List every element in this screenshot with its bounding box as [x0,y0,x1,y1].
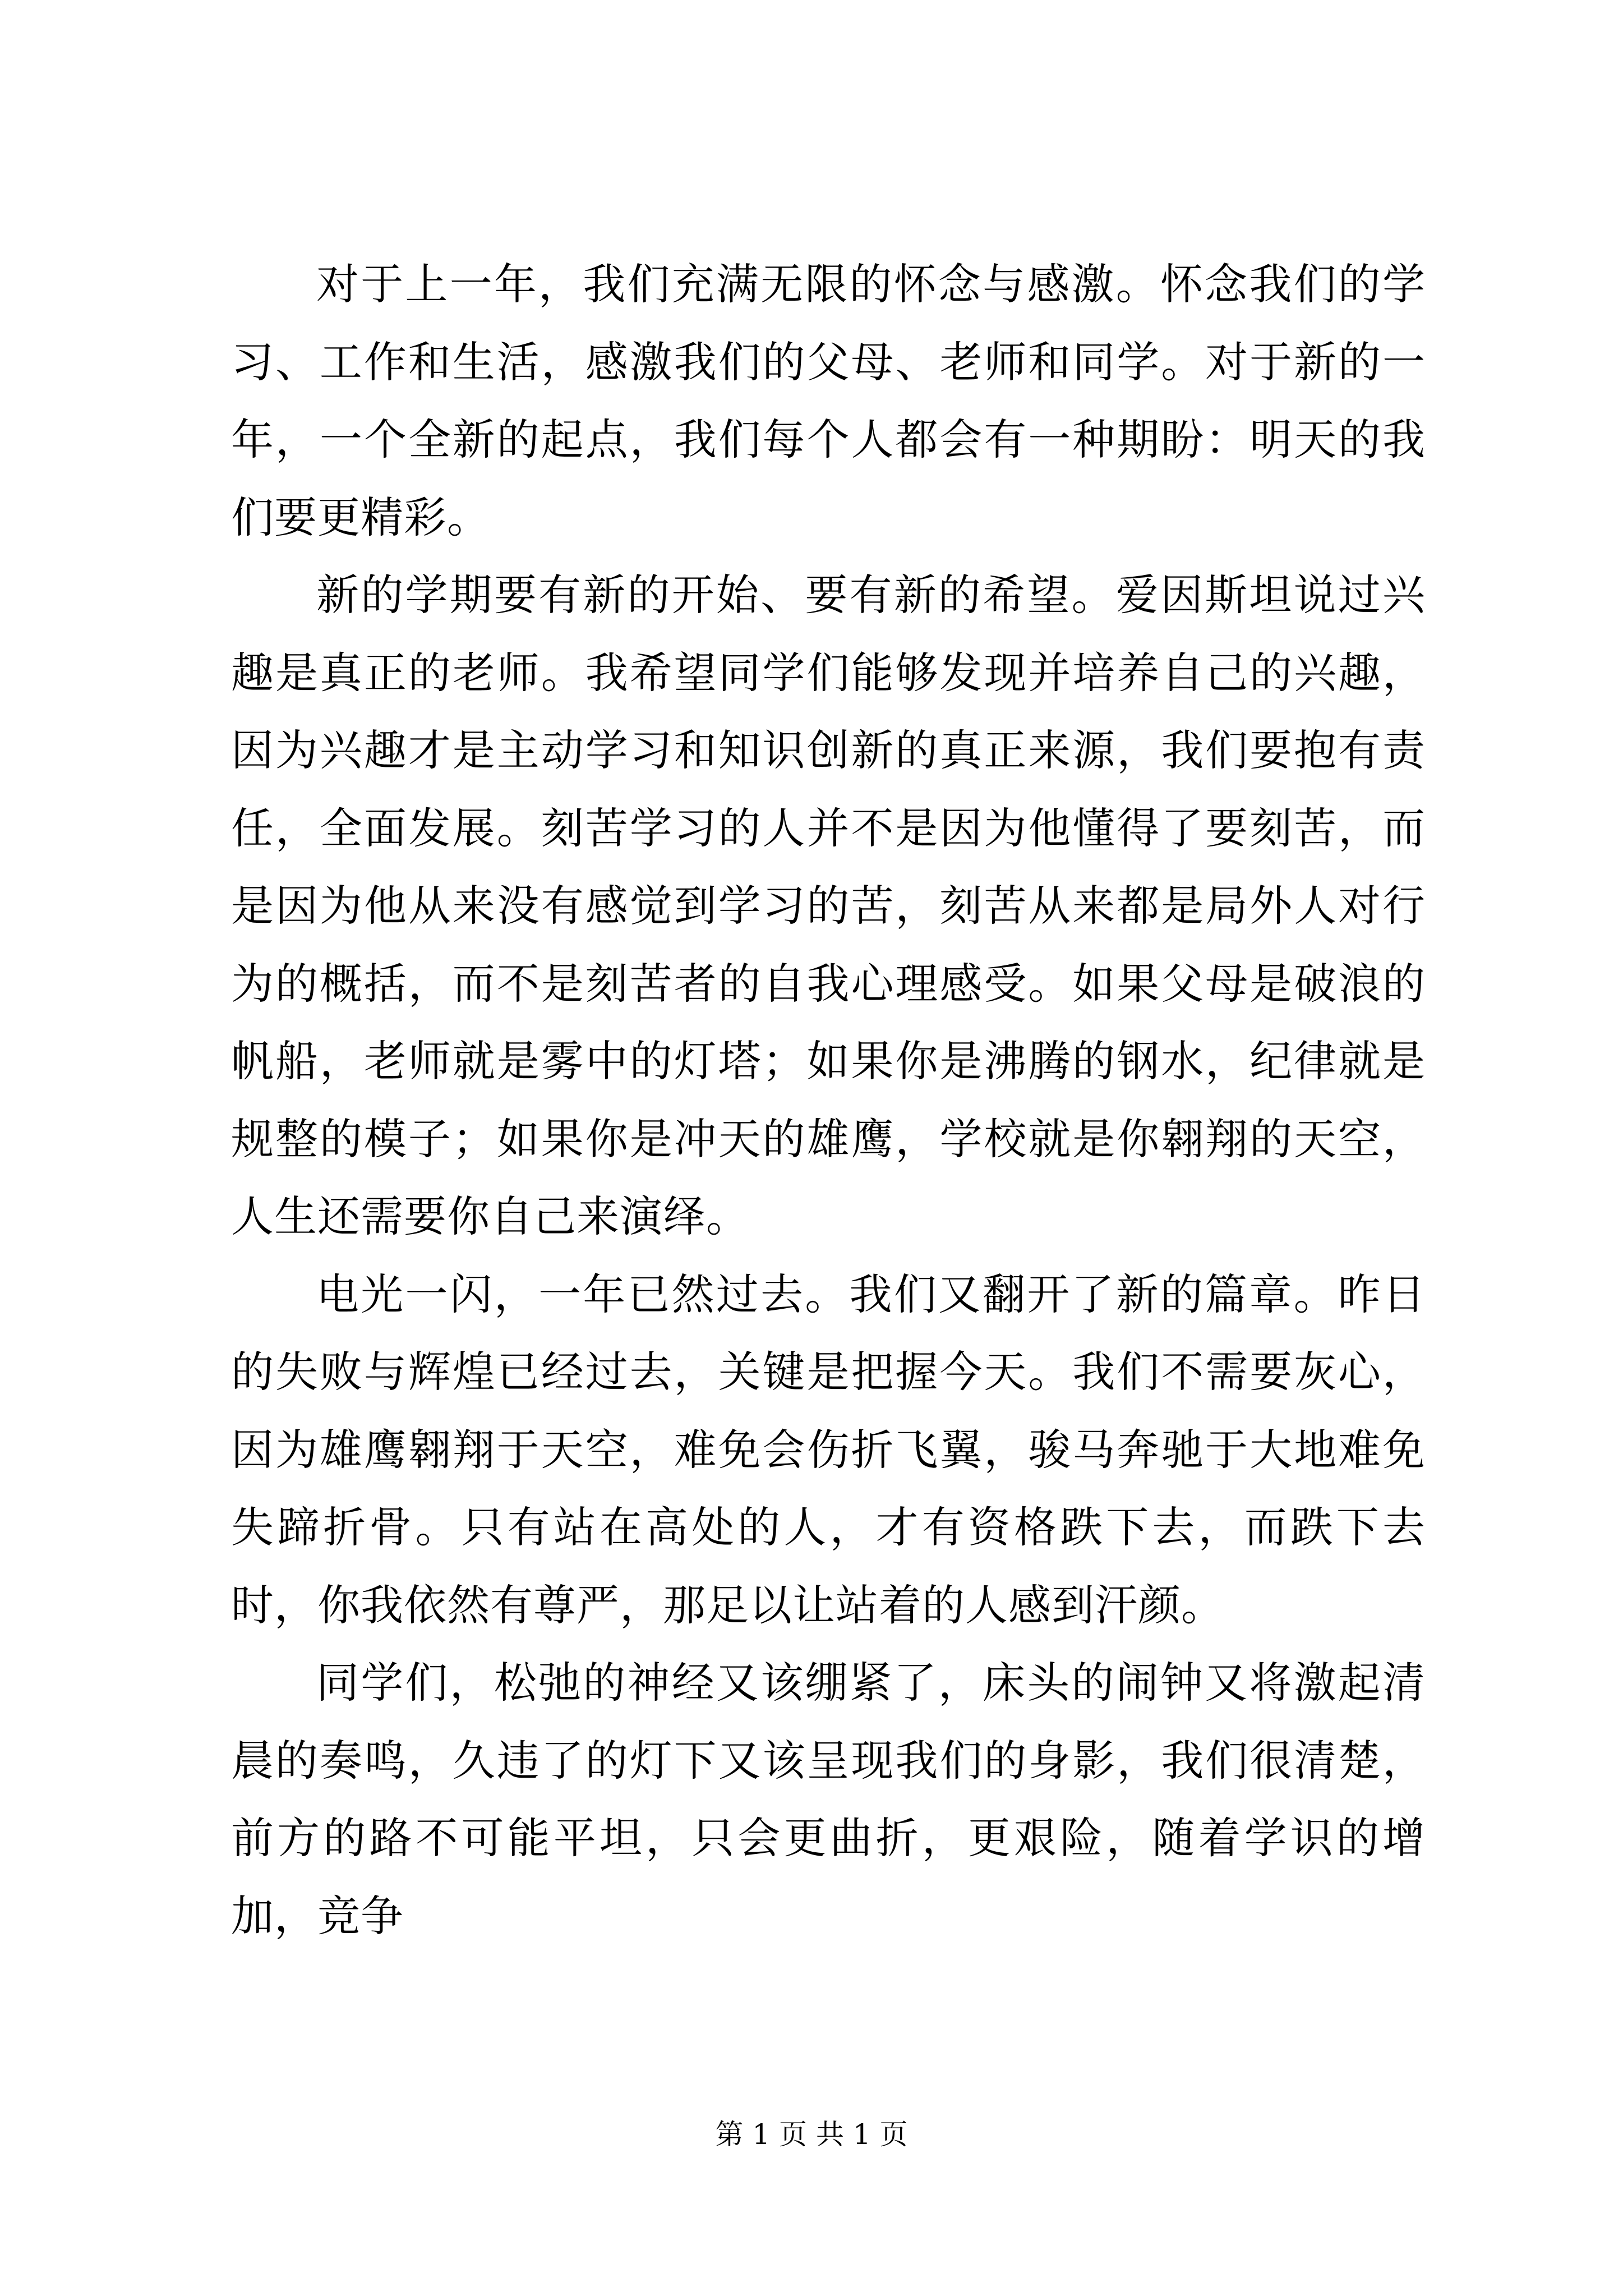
paragraph-1: 对于上一年，我们充满无限的怀念与感激。怀念我们的学习、工作和生活，感激我们的父母、老师和同学。对于新的一年，一个全新的起点，我们每个人都会有一种期盼：明天的我们要更精彩。 [231,259,1426,542]
paragraph-4: 同学们，松弛的神经又该绷紧了，床头的闹钟又将激起清晨的奏鸣，久违了的灯下又该呈现我们的身影，我们很清楚，前方的路不可能平坦，只会更曲折，更艰险，随着学识的增加，竞争 [231,1658,1426,1941]
paragraph-2: 新的学期要有新的开始、要有新的希望。爱因斯坦说过兴趣是真正的老师。我希望同学们能够发现并培养自己的兴趣，因为兴趣才是主动学习和知识创新的真正来源，我们要抱有责任，全面发展。刻苦学习的人并不是因为他懂得了要刻苦，而是因为他从来没有感觉到学习的苦，刻苦从来都是局外人对行为的概括，而不是刻苦者的自我心理感受。如果父母是破浪的帆船，老师就是雾中的灯塔；如果你是沸腾的钢水，纪律就是规整的模子；如果你是冲天的雄鹰，学校就是你翱翔的天空，人生还需要你自己来演绎。 [231,570,1426,1241]
page-footer: 第 1 页 共 1 页 [715,2118,908,2151]
paragraph-3: 电光一闪，一年已然过去。我们又翻开了新的篇章。昨日的失败与辉煌已经过去，关键是把握今天。我们不需要灰心，因为雄鹰翱翔于天空，难免会伤折飞翼，骏马奔驰于大地难免失蹄折骨。只有站在高处的人，才有资格跌下去，而跌下去时，你我依然有尊严，那足以让站着的人感到汗颜。 [231,1269,1426,1630]
document-body [231,246,1426,1955]
